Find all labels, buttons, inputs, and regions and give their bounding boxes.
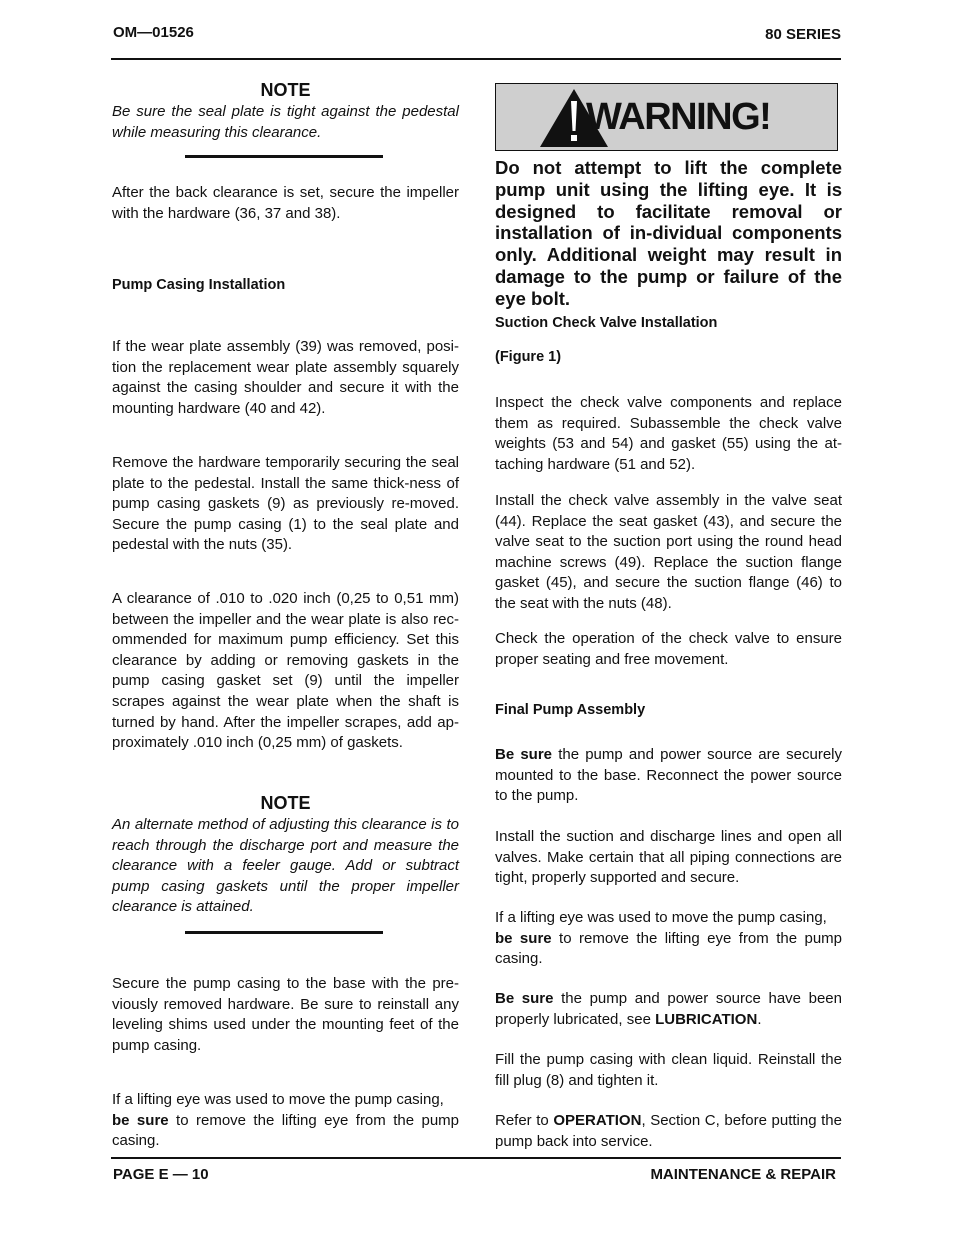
paragraph: After the back clearance is set, secure the impeller with the hardware (36, 37 and 38). [112,184,459,222]
paragraph: Fill the pump casing with clean liquid. Reinstall the fill plug (8) and tighten it. [495,1051,842,1089]
paragraph: Check the operation of the check valve to ensure proper seating and free movement. [495,630,842,668]
section-heading: Pump Casing Installation [112,277,286,293]
paragraph: Inspect the check valve components and replace them as required. Subassemble the check valve weights (53 and 54) and gasket (55) using the at-taching hardware (51 and 52). [495,394,842,473]
left-column [112,80,459,143]
paragraph: Install the check valve assembly in the valve seat (44). Replace the seat gasket (43), and secure the valve seat to the suction port using the round head machine screws (49). Replace the suction flange gasket (45), and secure the suction flange (46) to the seat with the nuts (48). [495,492,842,612]
section-name: MAINTENANCE & REPAIR [650,1166,836,1183]
note-divider [185,931,383,934]
footer-rule [111,1157,841,1159]
note-title: NOTE [260,793,311,813]
header-rule [111,58,841,60]
section-heading: Suction Check Valve Installation [495,315,718,331]
paragraph: Be sure the pump and power source have been properly lubricated, see LUBRICATION. [495,990,842,1028]
doc-number: OM—01526 [113,24,194,41]
paragraph: A clearance of .010 to .020 inch (0,25 to 0,51 mm) between the impeller and the wear plate is also rec-ommended for maximum pump efficiency. Set this clearance by adding or removing gaskets in the pump casing gasket set (9) until the impeller scrapes against the wear plate when the shaft is turned by hand. After the impeller scrapes, add ap-proximately .010 inch (0,25 mm) of gaskets. [112,590,459,752]
paragraph: If a lifting eye was used to move the pump casing, be sure to remove the lifting eye from the pump casing. [495,909,843,968]
section-heading: Final Pump Assembly [495,702,646,718]
paragraph: If a lifting eye was used to move the pump casing, be sure to remove the lifting eye from the pump casing. [112,1091,460,1150]
paragraph: Be sure the pump and power source are securely mounted to the base. Reconnect the power source to the pump. [495,746,843,805]
note-divider [185,155,383,158]
note-text: An alternate method of adjusting this clearance is to reach through the discharge port and measure the clearance with a feeler gauge. Add or subtract pump casing gaskets until the proper impeller clearance is attained. [112,816,459,916]
warning-label: WARNING! [586,96,771,138]
series-label: 80 SERIES [765,26,841,43]
page-number: PAGE E — 10 [113,1166,209,1183]
figure-reference: (Figure 1) [495,349,562,365]
paragraph: Remove the hardware temporarily securing the seal plate to the pedestal. Install the same thick-ness of pump casing gaskets (9) as previously re-moved. Secure the pump casing (1) to the seal plate and pedestal with the nuts (35). [112,454,459,554]
paragraph: Install the suction and discharge lines and open all valves. Make certain that all piping connections are tight, properly supported and secure. [495,828,842,887]
paragraph: Secure the pump casing to the base with the pre-viously removed hardware. Be sure to reinstall any leveling shims used under the mounting feet of the pump casing. [112,975,459,1054]
note-title: NOTE [260,80,311,100]
paragraph: If the wear plate assembly (39) was removed, posi-tion the replacement wear plate assembly squarely against the casing shoulder and secure it with the mounting hardware (40 and 42). [112,338,459,417]
note-text: Be sure the seal plate is tight against the pedestal while measuring this clearance. [112,103,459,141]
paragraph: Refer to OPERATION, Section C, before putting the pump back into service. [495,1112,842,1150]
warning-banner [495,83,838,151]
warning-text: Do not attempt to lift the complete pump unit using the lifting eye. It is designed to facilitate removal or installation of in-dividual components only. Additional weight may result in damage to the pump or failure of the eye bolt. [495,157,842,309]
